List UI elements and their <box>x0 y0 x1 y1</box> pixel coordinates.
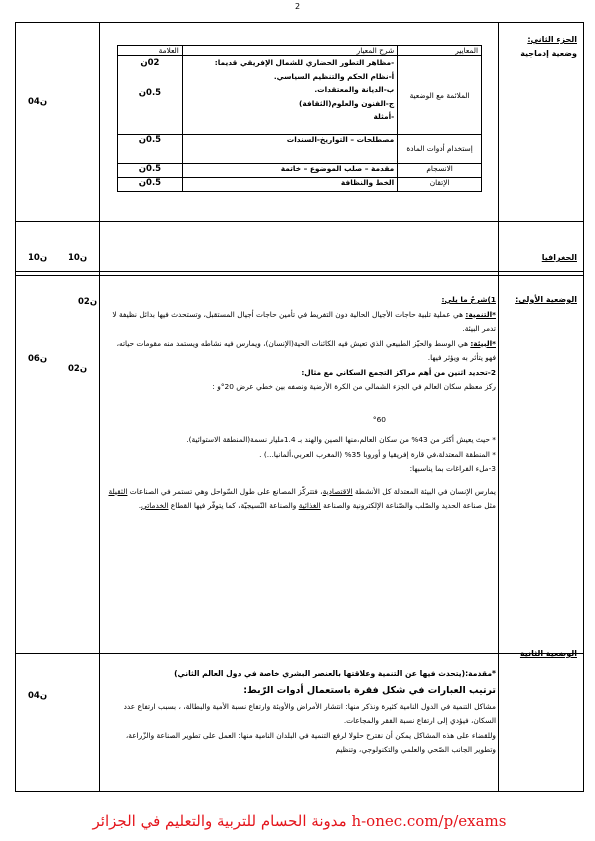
part-two-title: الجزء الثاني: <box>527 35 577 44</box>
rubric-table <box>117 45 482 192</box>
blank-text: والصناعة النّسيجيّة، كما يتوفّر فيها القطاع <box>168 501 299 510</box>
criteria-header: المعايير <box>398 46 482 56</box>
criterion-cell: إستخدام أدوات المادة <box>398 135 482 164</box>
situation-two-title: الوضعية الثانية <box>519 649 577 658</box>
paragraph-problems: مشاكل التنمية في الدول النامية كثيرة ونذكر منها: انتشار الأمراض والأوبئة وارتفاع نسبة الأمية والبطالة، ، بسبب ارتفاع عدد السكان، فيؤدي إلى ارتفاع نسبة الفقر والمجاعات. <box>123 701 496 725</box>
situation-two-answers <box>108 667 496 758</box>
definition-environment <box>108 337 496 366</box>
question-one-heading: 1)شرحُ ما يلي: <box>441 295 496 304</box>
question-two-heading: 2-تحديد اثنين من أهم مراكز التجمع السكاني مع مثال: <box>301 367 496 377</box>
part-two-subtitle: وضعية إدماجية <box>520 49 577 58</box>
rubric-row <box>118 178 482 192</box>
blank-text: مثل صناعة الحديد والصّلب والصّناعة الإلكترونية والصناعة <box>320 501 496 510</box>
blank-text: ، فتتركّز المصانع على طول السّواحل وهي تستمر في الصناعات <box>127 486 323 496</box>
skills-heading: ترتيب العبارات في شكل فقرة باستعمال أدوات الرّبط: <box>243 684 496 696</box>
mark-value: 0.5ن <box>138 88 162 98</box>
situation-one-mark-a: 02ن <box>78 297 98 307</box>
population-centers-text: ركز معظم سكان العالم في الجزء الشمالي من الكرة الأرضية ونصفه بين خطي عرض 20°و : <box>212 382 496 391</box>
blog-watermark: مدونة الحسام للتربية والتعليم في الجزائر h-onec.com/p/exams <box>92 812 507 830</box>
environment-definition: هي الوسط والحيّز الطبيعي الذي تعيش فيه الكائنات الحية(الإنسان)، ويمارس فيه نشاطه ويستمد منه مقومات حياته، فهو يتأثر به ويؤثر فيها. <box>116 338 496 362</box>
geography-mark-outer: 10ن <box>28 253 48 263</box>
situation-one-total: 06ن <box>28 354 48 364</box>
mark-value: 02ن <box>140 58 160 68</box>
blank-answer: الخدماتي <box>141 501 169 510</box>
situation-two-total: 04ن <box>28 691 48 701</box>
situation-one-mark-b: 02ن <box>68 364 88 374</box>
page-number: 2 <box>294 2 301 11</box>
rubric-row <box>118 56 482 135</box>
rubric-header-row <box>118 46 482 56</box>
explanation-cell: مصطلحات – التواريخ-السندات <box>182 135 397 164</box>
explanation-cell <box>182 56 397 135</box>
latitude-sixty: °60 <box>372 414 386 424</box>
rubric-row <box>118 164 482 178</box>
answer-key-frame <box>15 22 584 792</box>
explanation-line: -أمثلة <box>373 112 395 121</box>
explanation-cell: مقدمة – صلب الموضوع – خاتمة <box>182 164 397 178</box>
environment-term: *البيئة: <box>470 338 496 348</box>
mark-cell: 0.5ن <box>118 164 183 178</box>
column-divider <box>498 23 499 791</box>
blank-answer: الثقيلة <box>108 486 128 496</box>
rubric-row <box>118 135 482 164</box>
fill-blanks-answer <box>108 485 496 514</box>
mark-header: العلامة <box>118 46 183 56</box>
row-divider <box>16 271 583 272</box>
criterion-cell: الملائمة مع الوضعية <box>398 56 482 135</box>
row-divider <box>16 653 583 654</box>
development-term: *التنمية: <box>465 309 496 319</box>
column-divider <box>99 23 100 791</box>
asia-center-text: * حيث يعيش أكثر من 43% من سكان العالم،منها الصين والهند بـ 1.4مليار نسمة(المنطقة الاستوائية). <box>186 435 496 444</box>
mark-cell: 0.5ن <box>118 135 183 164</box>
question-three-heading: 3-ملء الفراغات بما يناسبها: <box>409 464 496 473</box>
situation-one-title: الوضعية الأولى: <box>515 295 577 304</box>
part-two-total: 04ن <box>28 97 48 107</box>
blank-text: . <box>138 501 142 510</box>
explanation-line: ب-الديانة والمعتقدات. <box>314 85 395 94</box>
situation-one-answers <box>108 293 496 514</box>
introduction-line: *مقدمة:(يتحدث فيها عن التنمية وعلاقتها بالعنصر البشري خاصة في دول العالم الثاني) <box>174 669 496 678</box>
explanation-line: -مظاهر التطور الحضاري للشمال الإفريقي قديما: <box>214 58 395 67</box>
development-definition: هي عملية تلبية حاجات الأجيال الحالية دون التفريط في تأمين حاجات أجيال المستقبل، وتستحدث فيها بدائل نظيفة لا تدمر البيئة. <box>112 309 496 333</box>
mark-cell: 0.5ن <box>118 178 183 192</box>
criterion-cell: الانسجام <box>398 164 482 178</box>
explanation-line: ج-الفنون والعلوم(الثقافة) <box>299 98 395 108</box>
definition-development <box>108 308 496 337</box>
geography-mark-inner: 10ن <box>68 253 88 263</box>
explanation-cell: الخط والنظافة <box>182 178 397 192</box>
row-divider <box>16 275 583 276</box>
blank-answer: الاقتصادية <box>322 486 353 496</box>
row-divider <box>16 221 583 222</box>
mark-cell <box>118 56 183 135</box>
criterion-cell: الإتقان <box>398 178 482 192</box>
geography-title: الجغرافيا <box>541 253 577 262</box>
blank-text: يمارس الإنسان في البيئة المعتدلة كل الأنشطة <box>352 486 496 496</box>
temperate-center-text: * المنطقة المعتدلة،في قارة إفريقيا و أوروبا 35% (المغرب العربي،ألمانيا...) . <box>259 449 496 459</box>
part-two-heading <box>499 33 577 61</box>
explanation-line: أ-نظام الحكم والتنظيم السياسي. <box>273 71 395 81</box>
explanation-header: شرح المعيار <box>182 46 397 56</box>
paragraph-solutions: وللقضاء على هذه المشاكل يمكن أن نقترح حلولا لرفع التنمية في البلدان النامية منها: العمل على تطوير الصناعة والزّراعة، وتطوير الجانب الصّحي والعلمي والتكنولوجي، وتنظيم <box>125 730 496 754</box>
blank-answer: الغذائية <box>298 501 321 510</box>
